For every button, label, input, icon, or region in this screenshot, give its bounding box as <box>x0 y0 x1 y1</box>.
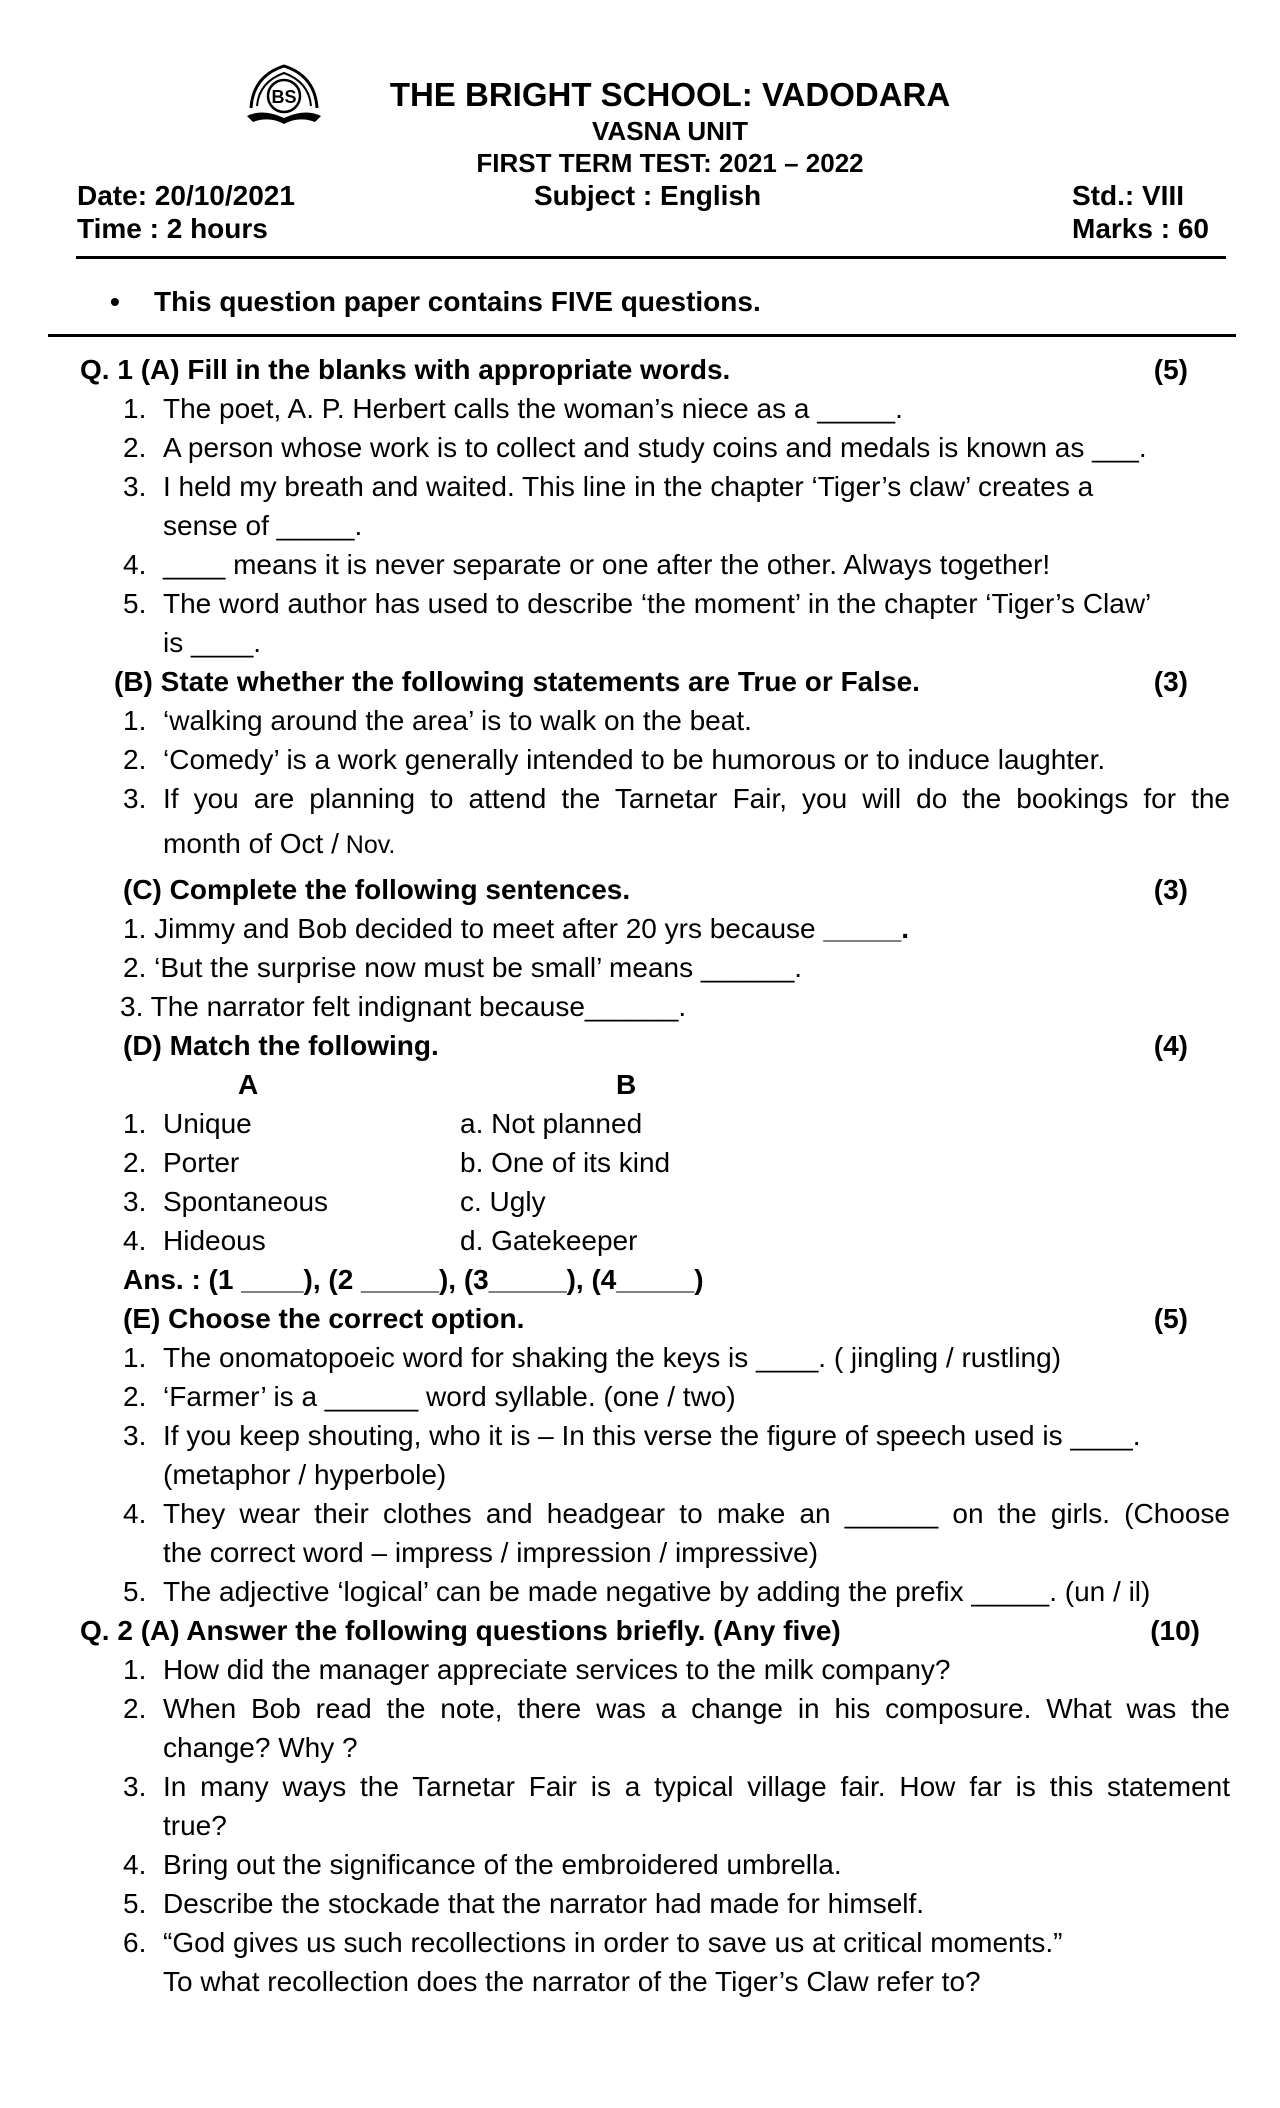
q1d-row-4: 4. Hideous d. Gatekeeper <box>123 1225 638 1256</box>
school-unit: VASNA UNIT <box>592 116 748 146</box>
q1c-heading: (C) Complete the following sentences. (3) <box>123 874 1188 905</box>
q1b-item-2: 2. ‘Comedy’ is a work generally intended to be humorous or to induce laughter. <box>123 744 1106 775</box>
instruction-note: • This question paper contains FIVE questions. <box>110 286 761 317</box>
q1d-row-3: 3. Spontaneous c. Ugly <box>123 1186 546 1217</box>
header-divider <box>76 256 1226 259</box>
exam-marks: Marks : 60 <box>1072 213 1209 244</box>
q1a-item-5-continued: is ____. <box>163 627 262 658</box>
q1a-item-5: 5. The word author has used to describe ‘the moment’ in the chapter ‘Tiger’s Claw’ <box>123 588 1152 619</box>
q1d-row-2: 2. Porter b. One of its kind <box>123 1147 671 1178</box>
q1d-row-1: 1. Unique a. Not planned <box>123 1108 643 1139</box>
q1b-heading: (B) State whether the following statements are True or False. (3) <box>114 666 1188 697</box>
q1b-item-3: 3. If you are planning to attend the Tarnetar Fair, you will do the bookings for the <box>123 783 1230 814</box>
q1c-item-3: 3. The narrator felt indignant because______. <box>120 991 687 1022</box>
q1e-item-2: 2. ‘Farmer’ is a ______ word syllable. (one / two) <box>123 1381 736 1412</box>
instruction-divider <box>48 334 1236 337</box>
q1a-item-1: 1. The poet, A. P. Herbert calls the woman’s niece as a _____. <box>123 393 903 424</box>
questions-content <box>0 350 1280 2001</box>
q1b-item-1: 1. ‘walking around the area’ is to walk on the beat. <box>123 705 752 736</box>
q1a-item-3-continued: sense of _____. <box>163 510 363 541</box>
q2a-heading: Q. 2 (A) Answer the following questions briefly. (Any five) (10) <box>80 1615 1200 1646</box>
q2a-item-3: 3. In many ways the Tarnetar Fair is a typical village fair. How far is this statement <box>123 1771 1230 1802</box>
q2a-item-6: 6. “God gives us such recollections in order to save us at critical moments.” <box>123 1927 1063 1958</box>
q1c-item-2: 2. ‘But the surprise now must be small’ means ______. <box>123 952 803 983</box>
test-title: FIRST TERM TEST: 2021 – 2022 <box>476 148 864 178</box>
q1a-item-2: 2. A person whose work is to collect and study coins and medals is known as ___. <box>123 432 1147 463</box>
q1e-heading: (E) Choose the correct option. (5) <box>123 1303 1188 1334</box>
q2a-item-5: 5. Describe the stockade that the narrator had made for himself. <box>123 1888 925 1919</box>
school-name: THE BRIGHT SCHOOL: VADODARA <box>389 76 951 113</box>
q1e-item-3-continued: (metaphor / hyperbole) <box>163 1459 447 1490</box>
exam-date: Date: 20/10/2021 <box>77 180 295 211</box>
q2a-item-3-continued: true? <box>163 1810 227 1841</box>
q1e-item-4-continued: the correct word – impress / impression / impressive) <box>163 1537 819 1568</box>
q1a-item-4: 4. ____ means it is never separate or one after the other. Always together! <box>123 549 1051 580</box>
q1c-item-1: 1. Jimmy and Bob decided to meet after 20 yrs because _____. <box>123 913 910 944</box>
logo-lettering: BS <box>271 87 297 107</box>
q2a-item-6-continued: To what recollection does the narrator of the Tiger’s Claw refer to? <box>163 1966 981 1997</box>
exam-subject: Subject : English <box>534 180 762 211</box>
q1d-column-headers: A B <box>238 1069 637 1100</box>
q2a-item-2: 2. When Bob read the note, there was a change in his composure. What was the <box>123 1693 1230 1724</box>
q1a-item-3: 3. I held my breath and waited. This line in the chapter ‘Tiger’s claw’ creates a <box>123 471 1094 502</box>
q1b-item-3-continued: month of Oct / Nov. <box>163 828 396 859</box>
q2a-item-4: 4. Bring out the significance of the embroidered umbrella. <box>123 1849 842 1880</box>
q1e-item-4: 4. They wear their clothes and headgear to make an ______ on the girls. (Choose <box>123 1498 1230 1529</box>
exam-time: Time : 2 hours <box>77 213 268 244</box>
q1a-heading: Q. 1 (A) Fill in the blanks with appropriate words. (5) <box>80 354 1188 385</box>
q1e-item-5: 5. The adjective ‘logical’ can be made negative by adding the prefix _____. (un / il) <box>123 1576 1151 1607</box>
q1d-answer-line: Ans. : (1 ____), (2 _____), (3_____), (4_____) <box>123 1264 704 1295</box>
q2a-item-1: 1. How did the manager appreciate services to the milk company? <box>123 1654 951 1685</box>
q1e-item-1: 1. The onomatopoeic word for shaking the keys is ____. ( jingling / rustling) <box>123 1342 1062 1373</box>
q2a-item-2-continued: change? Why ? <box>163 1732 358 1763</box>
q1d-heading: (D) Match the following. (4) <box>123 1030 1188 1061</box>
q1e-item-3: 3. If you keep shouting, who it is – In this verse the figure of speech used is ____. <box>123 1420 1141 1451</box>
exam-standard: Std.: VIII <box>1072 180 1184 211</box>
